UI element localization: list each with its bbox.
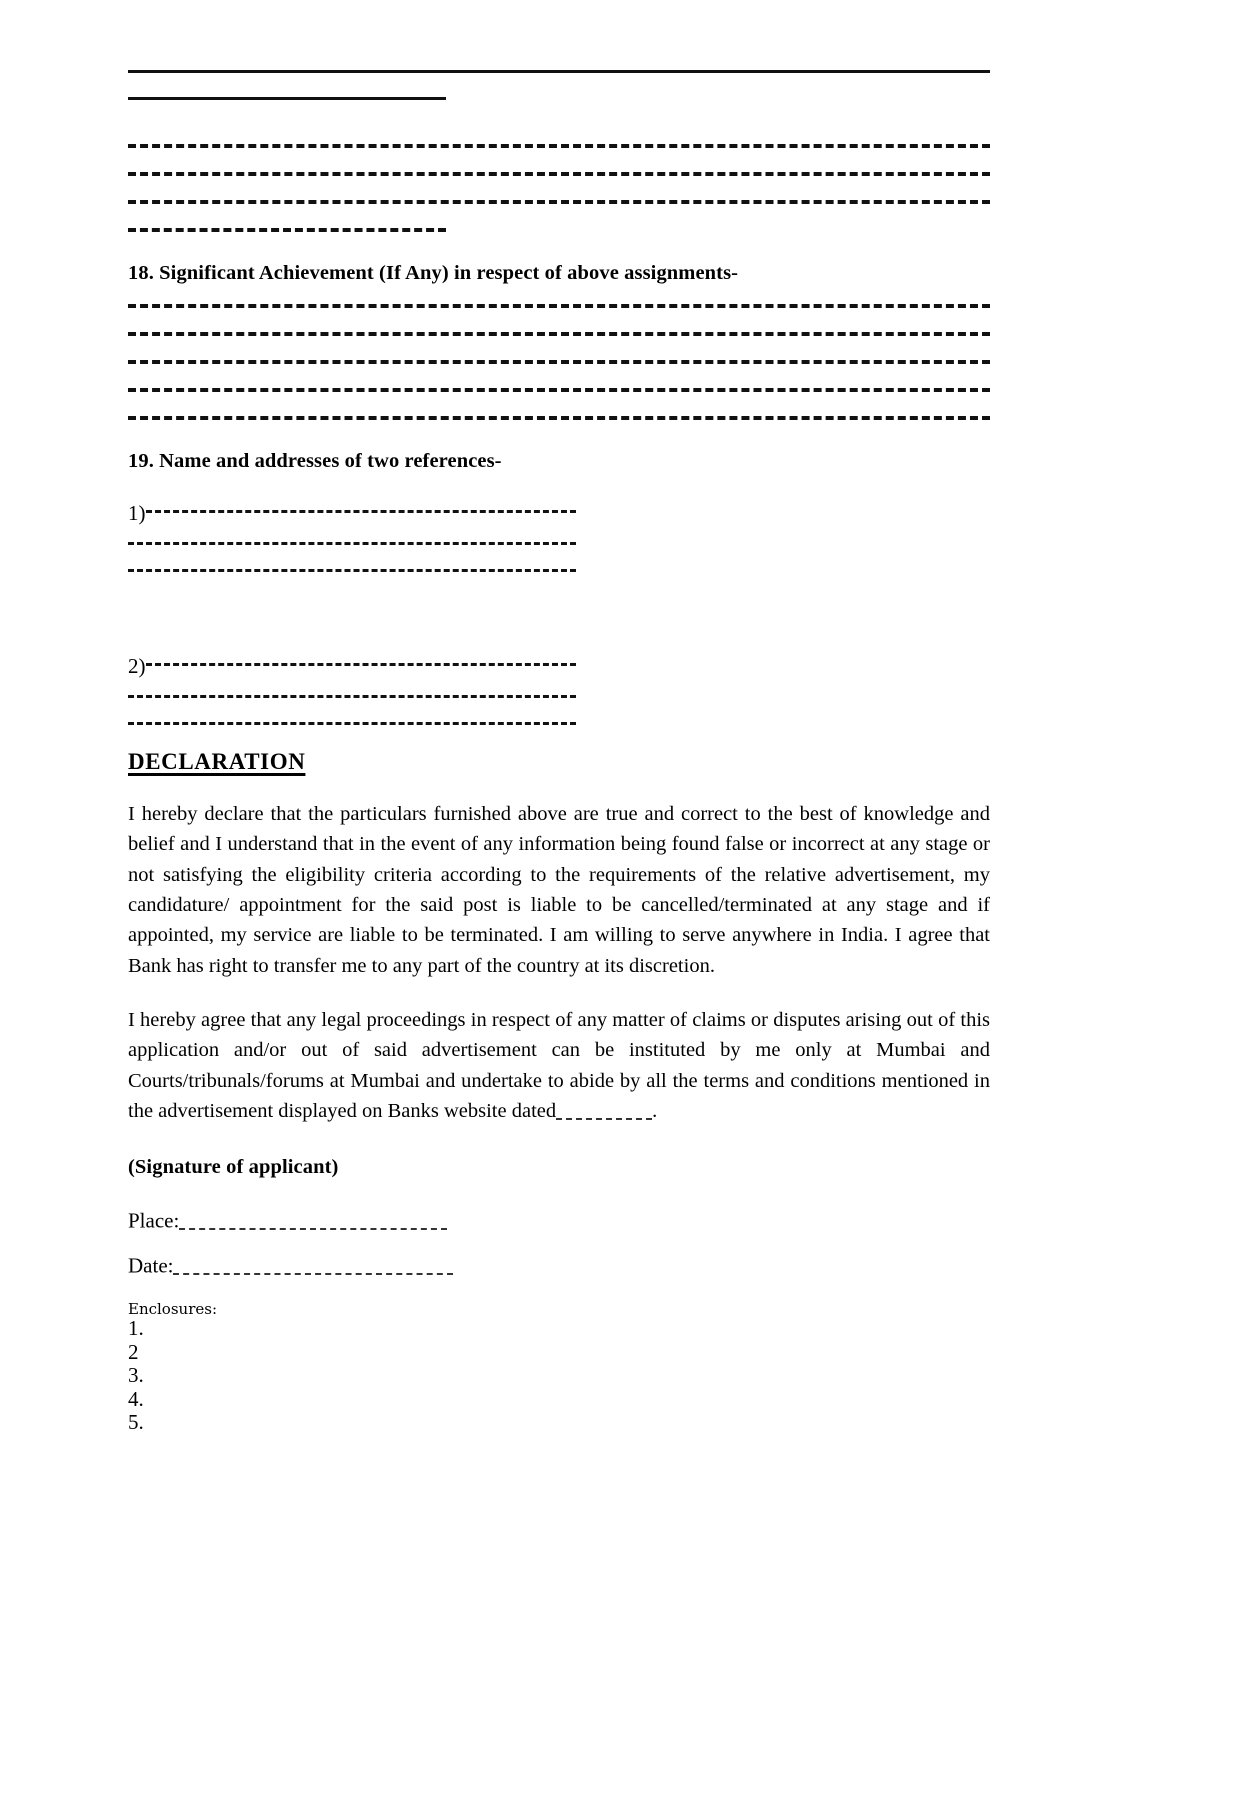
declaration-paragraph-2-text: I hereby agree that any legal proceedings in respect of any matter of claims or disputes arising out of this application and/or out of said advertisement can be instituted by me only at Mumbai and Courts/tribunals/forums at Mumbai and undertake to abide by all the terms and conditions mentioned in the advertisement displayed on Banks website dated xyxy=(128,1009,990,1123)
place-field-row[interactable] xyxy=(128,1210,990,1231)
reference-1-line-1[interactable] xyxy=(146,510,576,513)
declaration-paragraph-1: I hereby declare that the particulars furnished above are true and correct to the best of knowledge and belief and I understand that in the event of any information being found false or incorrect at any stage or not satisfying the eligibility criteria according to the requirements of the relative advertisement, my candidature/ appointment for the said post is liable to be cancelled/terminated at any stage and if appointed, my service are liable to be terminated. I am willing to serve anywhere in India. I agree that Bank has right to transfer me to any part of the country at its discretion. xyxy=(128,803,990,977)
declaration-heading-wrap xyxy=(128,749,990,775)
gap-h xyxy=(128,308,990,332)
date-field-row[interactable] xyxy=(128,1255,990,1276)
gap-d xyxy=(128,176,990,200)
date-label: Date: xyxy=(128,1253,174,1278)
gap-o xyxy=(128,545,990,569)
declaration-paragraph-2-period: . xyxy=(652,1100,658,1123)
gap-p xyxy=(128,572,990,632)
top-spacer xyxy=(128,0,990,60)
gap-b xyxy=(128,100,990,144)
reference-1-label: 1) xyxy=(128,501,146,526)
section-heading-19: 19. Name and addresses of two references- xyxy=(128,449,502,472)
gap-j xyxy=(128,364,990,388)
reference-2-row[interactable] xyxy=(128,656,990,677)
gap-a xyxy=(128,73,990,97)
gap-y xyxy=(128,1277,990,1301)
advertisement-date-blank[interactable] xyxy=(556,1100,652,1119)
section-heading-18: 18. Significant Achievement (If Any) in respect of above assignments- xyxy=(128,262,739,284)
gap-v xyxy=(128,1126,990,1156)
gap-l xyxy=(128,420,990,450)
enclosure-item-4[interactable]: 4. xyxy=(128,1386,144,1411)
gap-u xyxy=(128,981,990,1005)
place-input-blank[interactable] xyxy=(179,1210,447,1230)
gap-c xyxy=(128,148,990,172)
reference-2-line-1[interactable] xyxy=(146,663,576,666)
reference-2-label: 2) xyxy=(128,654,146,679)
enclosure-item-5[interactable]: 5. xyxy=(128,1410,144,1435)
top-spacer-2 xyxy=(128,60,990,70)
gap-m xyxy=(128,473,990,503)
gap-s xyxy=(128,725,990,749)
gap-t xyxy=(128,775,990,799)
gap-w xyxy=(128,1180,990,1210)
place-label: Place: xyxy=(128,1208,180,1233)
gap-e xyxy=(128,204,990,228)
gap-x xyxy=(128,1231,990,1255)
enclosures-title: Enclosures: xyxy=(128,1299,217,1318)
gap-q xyxy=(128,677,990,695)
page-content xyxy=(128,0,990,1435)
gap-i xyxy=(128,336,990,360)
declaration-paragraph-2 xyxy=(128,1005,990,1126)
gap-g xyxy=(128,286,990,304)
gap-p2 xyxy=(128,632,990,656)
declaration-heading: DECLARATION xyxy=(128,749,306,775)
reference-1-row[interactable] xyxy=(128,503,990,524)
gap-n xyxy=(128,524,990,542)
gap-r xyxy=(128,698,990,722)
enclosure-item-3[interactable]: 3. xyxy=(128,1363,144,1388)
enclosure-item-2[interactable]: 2 xyxy=(128,1339,139,1364)
date-input-blank[interactable] xyxy=(173,1255,453,1275)
signature-of-applicant-label: (Signature of applicant) xyxy=(128,1156,339,1179)
gap-k xyxy=(128,392,990,416)
enclosure-item-1[interactable]: 1. xyxy=(128,1316,144,1341)
gap-f xyxy=(128,232,990,262)
